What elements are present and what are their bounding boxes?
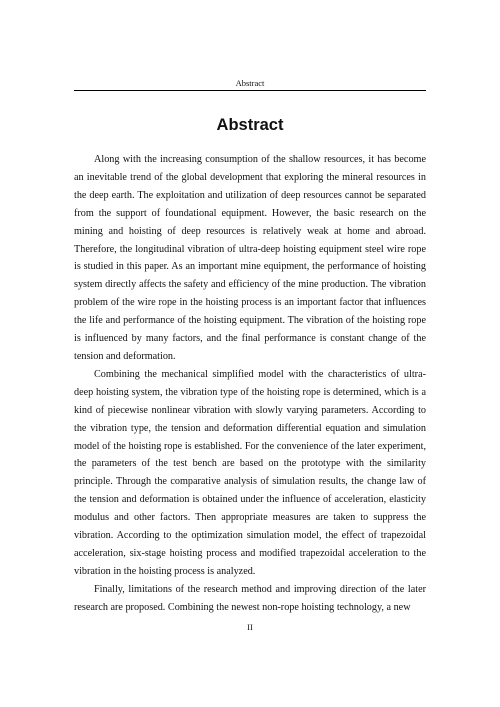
- abstract-paragraph-1: Along with the increasing consumption of the shallow resources, it has become an inevitable trend of the global development that exploring the mineral resources in the deep earth. The exploitation and utilization of deep resources cannot be separated from the support of foundational equipment. However, the basic research on the mining and hoisting of deep resources is relatively weak at home and abroad. Therefore, the longitudinal vibration of ultra-deep hoisting equipment steel wire rope is studied in this paper. As an important mine equipment, the performance of hoisting system directly affects the safety and efficiency of the mine production. The vibration problem of the wire rope in the hoisting process is an important factor that influences the life and performance of the hoisting equipment. The vibration of the hoisting rope is influenced by many factors, and the final performance is constant change of the tension and deformation.: [74, 154, 426, 362]
- abstract-body: [74, 151, 426, 617]
- page-number: II: [247, 622, 253, 632]
- running-header: Abstract: [235, 78, 265, 88]
- abstract-paragraph-2: Combining the mechanical simplified model with the characteristics of ultra-deep hoisting system, the vibration type of the hoisting rope is determined, which is a kind of piecewise nonlinear vibration with slowly varying parameters. According to the vibration type, the tension and deformation differential equation and simulation model of the hoisting rope is established. For the convenience of the later experiment, the parameters of the test bench are based on the prototype with the similarity principle. Through the comparative analysis of simulation results, the change law of the tension and deformation is obtained under the influence of acceleration, elasticity modulus and other factors. Then appropriate measures are taken to suppress the vibration. According to the optimization simulation model, the effect of trapezoidal acceleration, six-stage hoisting process and modified trapezoidal acceleration to the vibration in the hoisting process is analyzed.: [74, 368, 426, 577]
- header-rule: [74, 90, 426, 91]
- abstract-paragraph-3: Finally, limitations of the research method and improving direction of the later research are proposed. Combining the newest non-rope hoisting technology, a new: [74, 583, 426, 613]
- abstract-title: Abstract: [216, 116, 284, 134]
